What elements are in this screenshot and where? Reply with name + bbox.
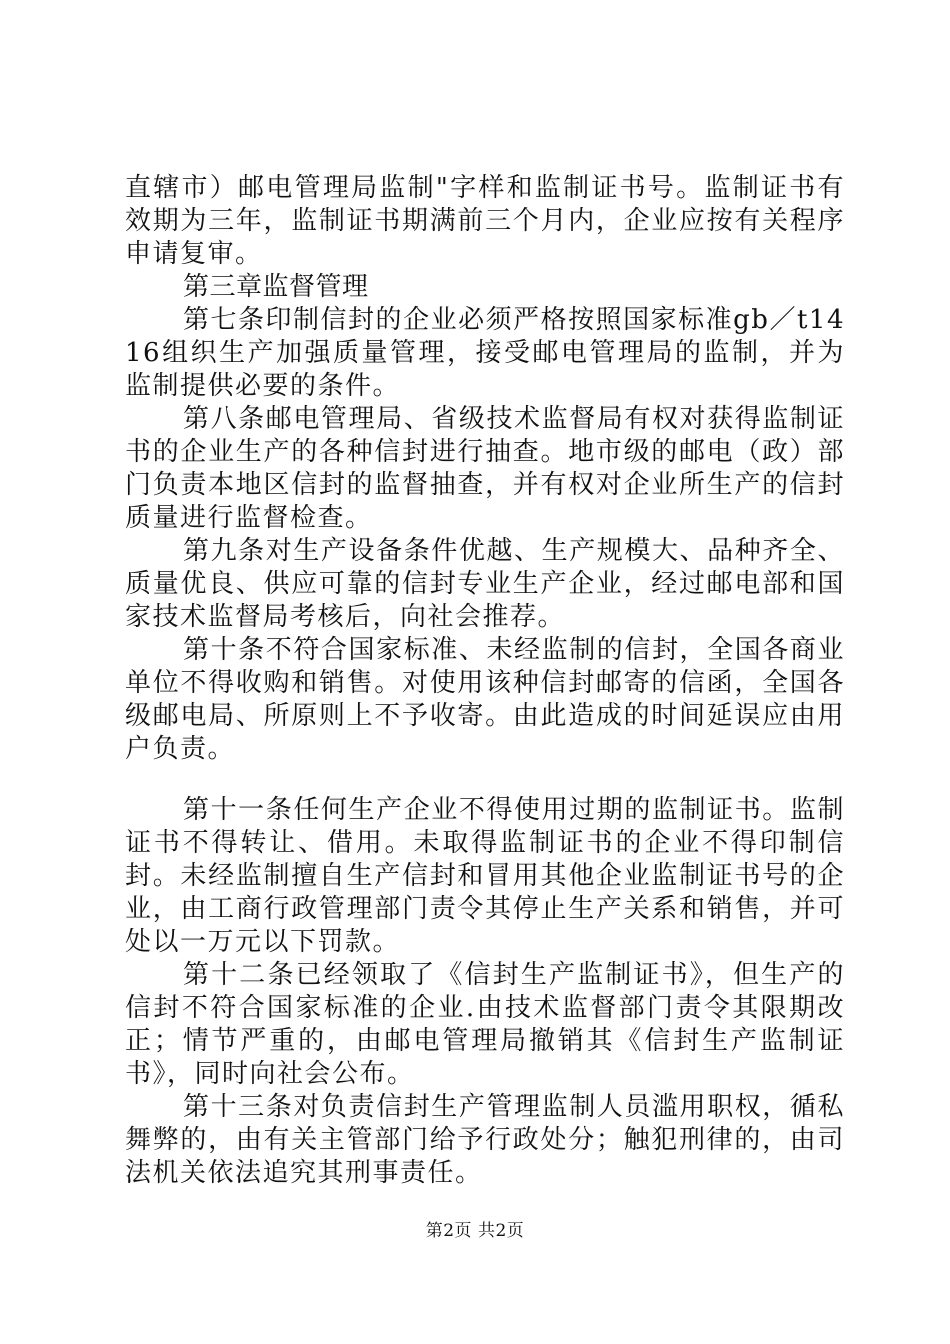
article-8: 第八条邮电管理局、省级技术监督局有权对获得监制证书的企业生产的各种信封进行抽查。地市级的邮电（政）部门负责本地区信封的监督抽查，并有权对企业所生产的信封质量进行监督检查。	[125, 404, 845, 533]
article-11: 第十一条任何生产企业不得使用过期的监制证书。监制证书不得转让、借用。未取得监制证书的企业不得印制信封。未经监制擅自生产信封和冒用其他企业监制证书号的企业，由工商行政管理部门责令其停止生产关系和销售，并可处以一万元以下罚款。	[125, 795, 845, 957]
document-body	[125, 172, 845, 1190]
article-9: 第九条对生产设备条件优越、生产规模大、品种齐全、质量优良、供应可靠的信封专业生产企业，经过邮电部和国家技术监督局考核后，向社会推荐。	[125, 536, 845, 632]
article-7: 第七条印制信封的企业必须严格按照国家标准gb／t1416组织生产加强质量管理，接受邮电管理局的监制，并为监制提供必要的条件。	[125, 305, 845, 401]
page-number: 第2页 共2页	[425, 1221, 525, 1241]
paragraph-gap	[125, 766, 845, 794]
article-12: 第十二条已经领取了《信封生产监制证书》，但生产的信封不符合国家标准的企业.由技术监督部门责令其限期改正；情节严重的，由邮电管理局撤销其《信封生产监制证书》，同时向社会公布。	[125, 960, 845, 1089]
paragraph-continuation: 直辖市）邮电管理局监制"字样和监制证书号。监制证书有效期为三年，监制证书期满前三个月内，企业应按有关程序申请复审。	[125, 173, 845, 269]
chapter-heading: 第三章监督管理	[183, 272, 369, 302]
article-10: 第十条不符合国家标准、未经监制的信封，全国各商业单位不得收购和销售。对使用该种信封邮寄的信函，全国各级邮电局、所原则上不予收寄。由此造成的时间延误应由用户负责。	[125, 635, 845, 764]
article-13: 第十三条对负责信封生产管理监制人员滥用职权，循私舞弊的，由有关主管部门给予行政处分；触犯刑律的，由司法机关依法追究其刑事责任。	[125, 1092, 845, 1188]
